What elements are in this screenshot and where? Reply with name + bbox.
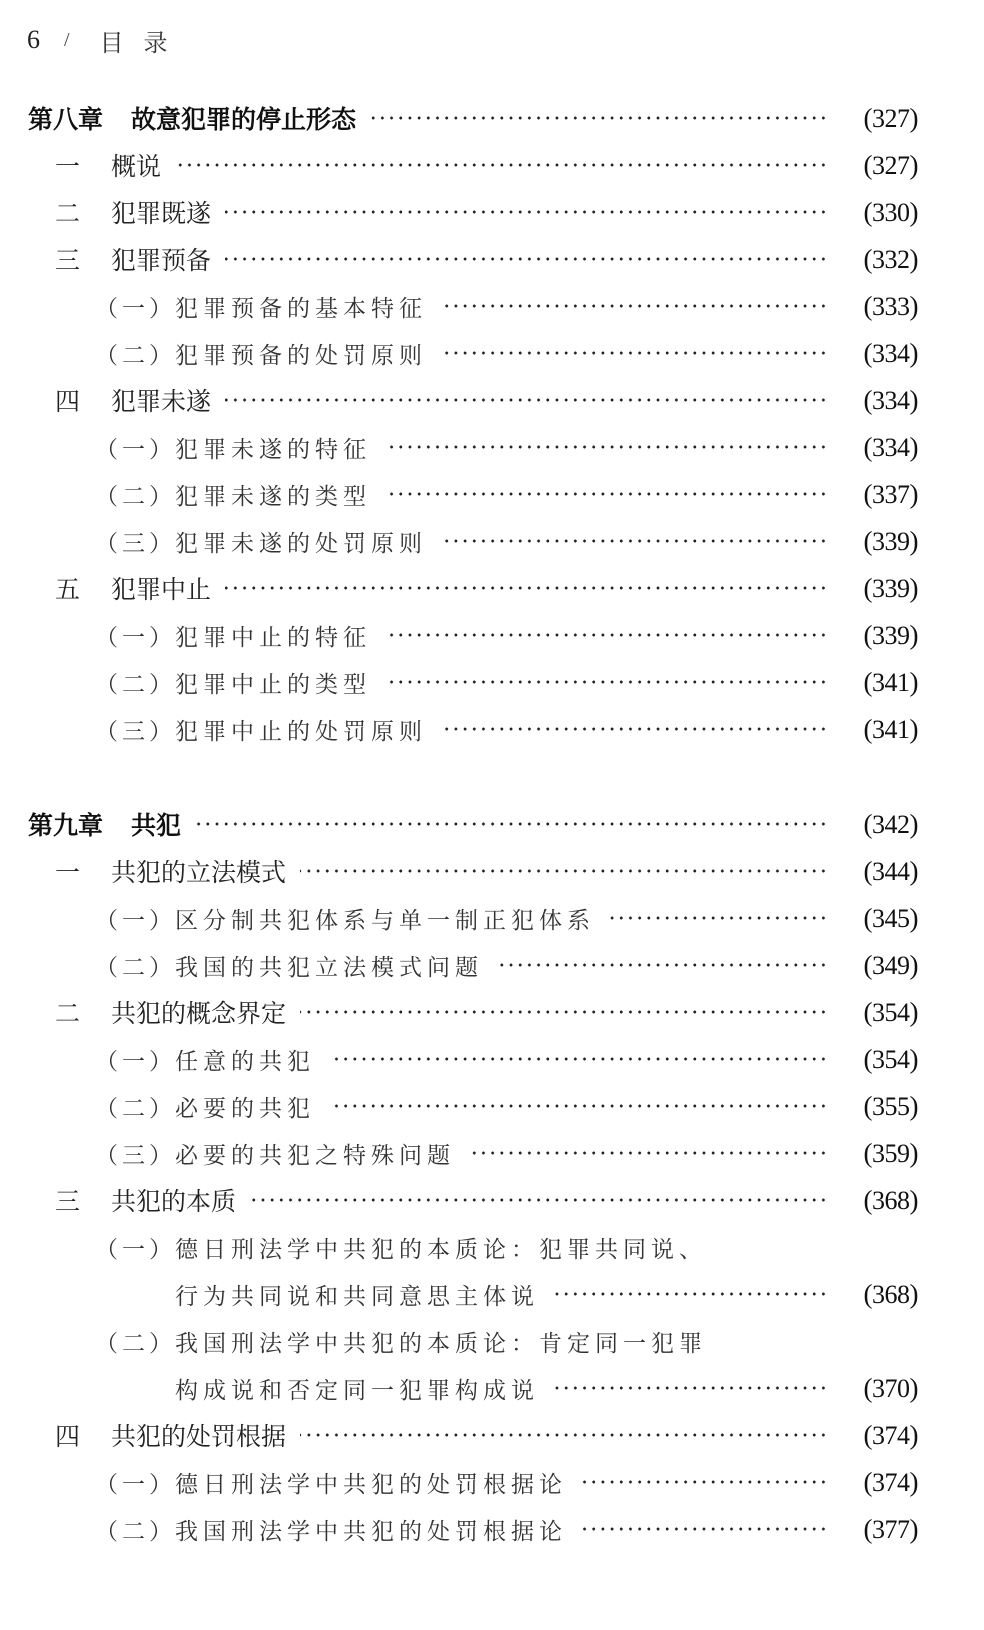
section-number: 五 — [55, 575, 81, 604]
dot-leader — [300, 851, 828, 891]
subsection-title: 犯罪预备的基本特征 — [175, 295, 427, 322]
toc-subsection[interactable] — [0, 427, 984, 467]
toc-subsection[interactable] — [0, 333, 984, 373]
toc-subsection-line2[interactable] — [0, 1368, 984, 1408]
toc-subsection-line1[interactable] — [0, 1227, 984, 1267]
toc-section[interactable] — [0, 992, 984, 1032]
page-header — [27, 22, 188, 58]
subsection-number: （一） — [95, 1236, 176, 1263]
page-ref: (359) — [863, 1137, 918, 1168]
dot-leader — [250, 1180, 828, 1220]
section-title: 概说 — [111, 152, 162, 181]
subsection-title: 犯罪中止的特征 — [175, 624, 371, 651]
subsection-number: （二） — [95, 1518, 176, 1545]
subsection-number: （一） — [95, 295, 176, 322]
subsection-title: 任意的共犯 — [175, 1048, 315, 1075]
page-ref: (354) — [863, 1043, 918, 1074]
dot-leader — [225, 239, 828, 279]
section-number: 三 — [55, 1187, 81, 1216]
subsection-title: 犯罪未遂的类型 — [175, 483, 371, 510]
subsection-title: 犯罪预备的处罚原则 — [175, 342, 427, 369]
section-number: 三 — [55, 246, 81, 275]
toc-subsection-line1[interactable] — [0, 1321, 984, 1361]
section-title: 犯罪预备 — [111, 246, 212, 275]
section-number: 二 — [55, 999, 81, 1028]
subsection-number: （一） — [95, 624, 176, 651]
toc-subsection[interactable] — [0, 521, 984, 561]
dot-leader — [225, 192, 828, 232]
toc-chapter-8[interactable] — [0, 98, 984, 138]
chapter-title: 故意犯罪的停止形态 — [131, 105, 357, 134]
dot-leader — [609, 898, 828, 938]
subsection-title: 区分制共犯体系与单一制正犯体系 — [175, 907, 595, 934]
dot-leader — [441, 333, 828, 373]
toc-section[interactable] — [0, 145, 984, 185]
subsection-number: （二） — [95, 1095, 176, 1122]
dot-leader — [300, 992, 828, 1032]
toc-subsection[interactable] — [0, 286, 984, 326]
toc-chapter-9[interactable] — [0, 804, 984, 844]
page-ref: (339) — [863, 525, 918, 556]
dot-leader — [441, 286, 828, 326]
section-number: 四 — [55, 1422, 81, 1451]
page-ref: (334) — [863, 337, 918, 368]
page-ref: (334) — [863, 431, 918, 462]
toc-section[interactable] — [0, 1415, 984, 1455]
page-ref: (344) — [863, 855, 918, 886]
toc-section[interactable] — [0, 1180, 984, 1220]
dot-leader — [225, 380, 828, 420]
section-number: 一 — [55, 152, 81, 181]
subsection-title-line1: 我国刑法学中共犯的本质论：肯定同一犯罪 — [175, 1330, 707, 1357]
page-ref: (333) — [863, 290, 918, 321]
toc-subsection[interactable] — [0, 1462, 984, 1502]
section-title: 共犯的处罚根据 — [111, 1422, 287, 1451]
toc-section[interactable] — [0, 192, 984, 232]
toc-subsection[interactable] — [0, 615, 984, 655]
dot-leader — [300, 1415, 828, 1455]
dot-leader — [581, 1462, 828, 1502]
page-ref: (332) — [863, 243, 918, 274]
dot-leader — [385, 427, 828, 467]
chapter-title: 共犯 — [131, 811, 182, 840]
toc-subsection[interactable] — [0, 474, 984, 514]
page-number: 6 — [27, 25, 40, 54]
section-title: 犯罪中止 — [111, 575, 212, 604]
header-separator: / — [64, 28, 70, 51]
page-ref: (345) — [863, 902, 918, 933]
toc-subsection[interactable] — [0, 1133, 984, 1173]
dot-leader — [385, 662, 828, 702]
dot-leader — [175, 145, 828, 185]
page-ref: (327) — [863, 102, 918, 133]
dot-leader — [553, 1274, 828, 1314]
toc-subsection[interactable] — [0, 1509, 984, 1549]
section-number: 二 — [55, 199, 81, 228]
dot-leader — [329, 1086, 828, 1126]
toc-section[interactable] — [0, 568, 984, 608]
dot-leader — [329, 1039, 828, 1079]
section-title: 犯罪既遂 — [111, 199, 212, 228]
subsection-title: 犯罪未遂的处罚原则 — [175, 530, 427, 557]
section-title: 共犯的概念界定 — [111, 999, 287, 1028]
toc-subsection[interactable] — [0, 662, 984, 702]
dot-leader — [441, 521, 828, 561]
dot-leader — [370, 98, 828, 138]
dot-leader — [225, 568, 828, 608]
subsection-number: （一） — [95, 1471, 176, 1498]
toc-subsection[interactable] — [0, 1039, 984, 1079]
chapter-label: 第九章 — [28, 811, 104, 840]
subsection-number: （三） — [95, 1142, 176, 1169]
page-ref: (339) — [863, 572, 918, 603]
page-ref: (368) — [863, 1278, 918, 1309]
page-ref: (341) — [863, 713, 918, 744]
subsection-number: （三） — [95, 718, 176, 745]
section-title: 共犯的本质 — [111, 1187, 237, 1216]
section-title: 犯罪未遂 — [111, 387, 212, 416]
toc-subsection[interactable] — [0, 945, 984, 985]
dot-leader — [441, 709, 828, 749]
page-ref: (368) — [863, 1184, 918, 1215]
subsection-number: （二） — [95, 483, 176, 510]
subsection-title-line1: 德日刑法学中共犯的本质论：犯罪共同说、 — [175, 1236, 707, 1263]
toc-section[interactable] — [0, 851, 984, 891]
section-title: 共犯的立法模式 — [111, 858, 287, 887]
section-number: 四 — [55, 387, 81, 416]
page-ref: (339) — [863, 619, 918, 650]
page-ref: (337) — [863, 478, 918, 509]
page-ref: (342) — [863, 808, 918, 839]
dot-leader — [385, 474, 828, 514]
page-ref: (334) — [863, 384, 918, 415]
toc-section[interactable] — [0, 380, 984, 420]
subsection-title-line2: 行为共同说和共同意思主体说 — [175, 1283, 539, 1310]
section-number: 一 — [55, 858, 81, 887]
page-ref: (327) — [863, 149, 918, 180]
page-ref: (330) — [863, 196, 918, 227]
dot-leader — [497, 945, 828, 985]
subsection-title: 犯罪未遂的特征 — [175, 436, 371, 463]
page-ref: (355) — [863, 1090, 918, 1121]
subsection-number: （二） — [95, 671, 176, 698]
subsection-title: 我国的共犯立法模式问题 — [175, 954, 483, 981]
subsection-number: （二） — [95, 342, 176, 369]
subsection-number: （一） — [95, 907, 176, 934]
subsection-number: （一） — [95, 436, 176, 463]
page-ref: (374) — [863, 1466, 918, 1497]
subsection-title: 我国刑法学中共犯的处罚根据论 — [175, 1518, 567, 1545]
toc-subsection-line2[interactable] — [0, 1274, 984, 1314]
toc-subsection[interactable] — [0, 1086, 984, 1126]
subsection-title: 犯罪中止的处罚原则 — [175, 718, 427, 745]
toc-subsection[interactable] — [0, 898, 984, 938]
page-ref: (377) — [863, 1513, 918, 1544]
subsection-number: （一） — [95, 1048, 176, 1075]
page-ref: (374) — [863, 1419, 918, 1450]
page-ref: (349) — [863, 949, 918, 980]
dot-leader — [385, 615, 828, 655]
subsection-number: （二） — [95, 954, 176, 981]
subsection-title: 必要的共犯 — [175, 1095, 315, 1122]
header-title: 目录 — [99, 28, 188, 57]
subsection-number: （二） — [95, 1330, 176, 1357]
subsection-title-line2: 构成说和否定同一犯罪构成说 — [175, 1377, 539, 1404]
dot-leader — [195, 804, 828, 844]
subsection-number: （三） — [95, 530, 176, 557]
toc-section[interactable] — [0, 239, 984, 279]
dot-leader — [553, 1368, 828, 1408]
chapter-label: 第八章 — [28, 105, 104, 134]
toc-subsection[interactable] — [0, 709, 984, 749]
dot-leader — [581, 1509, 828, 1549]
page-ref: (354) — [863, 996, 918, 1027]
subsection-title: 必要的共犯之特殊问题 — [175, 1142, 455, 1169]
subsection-title: 犯罪中止的类型 — [175, 671, 371, 698]
subsection-title: 德日刑法学中共犯的处罚根据论 — [175, 1471, 567, 1498]
dot-leader — [469, 1133, 828, 1173]
page-ref: (341) — [863, 666, 918, 697]
page-ref: (370) — [863, 1372, 918, 1403]
